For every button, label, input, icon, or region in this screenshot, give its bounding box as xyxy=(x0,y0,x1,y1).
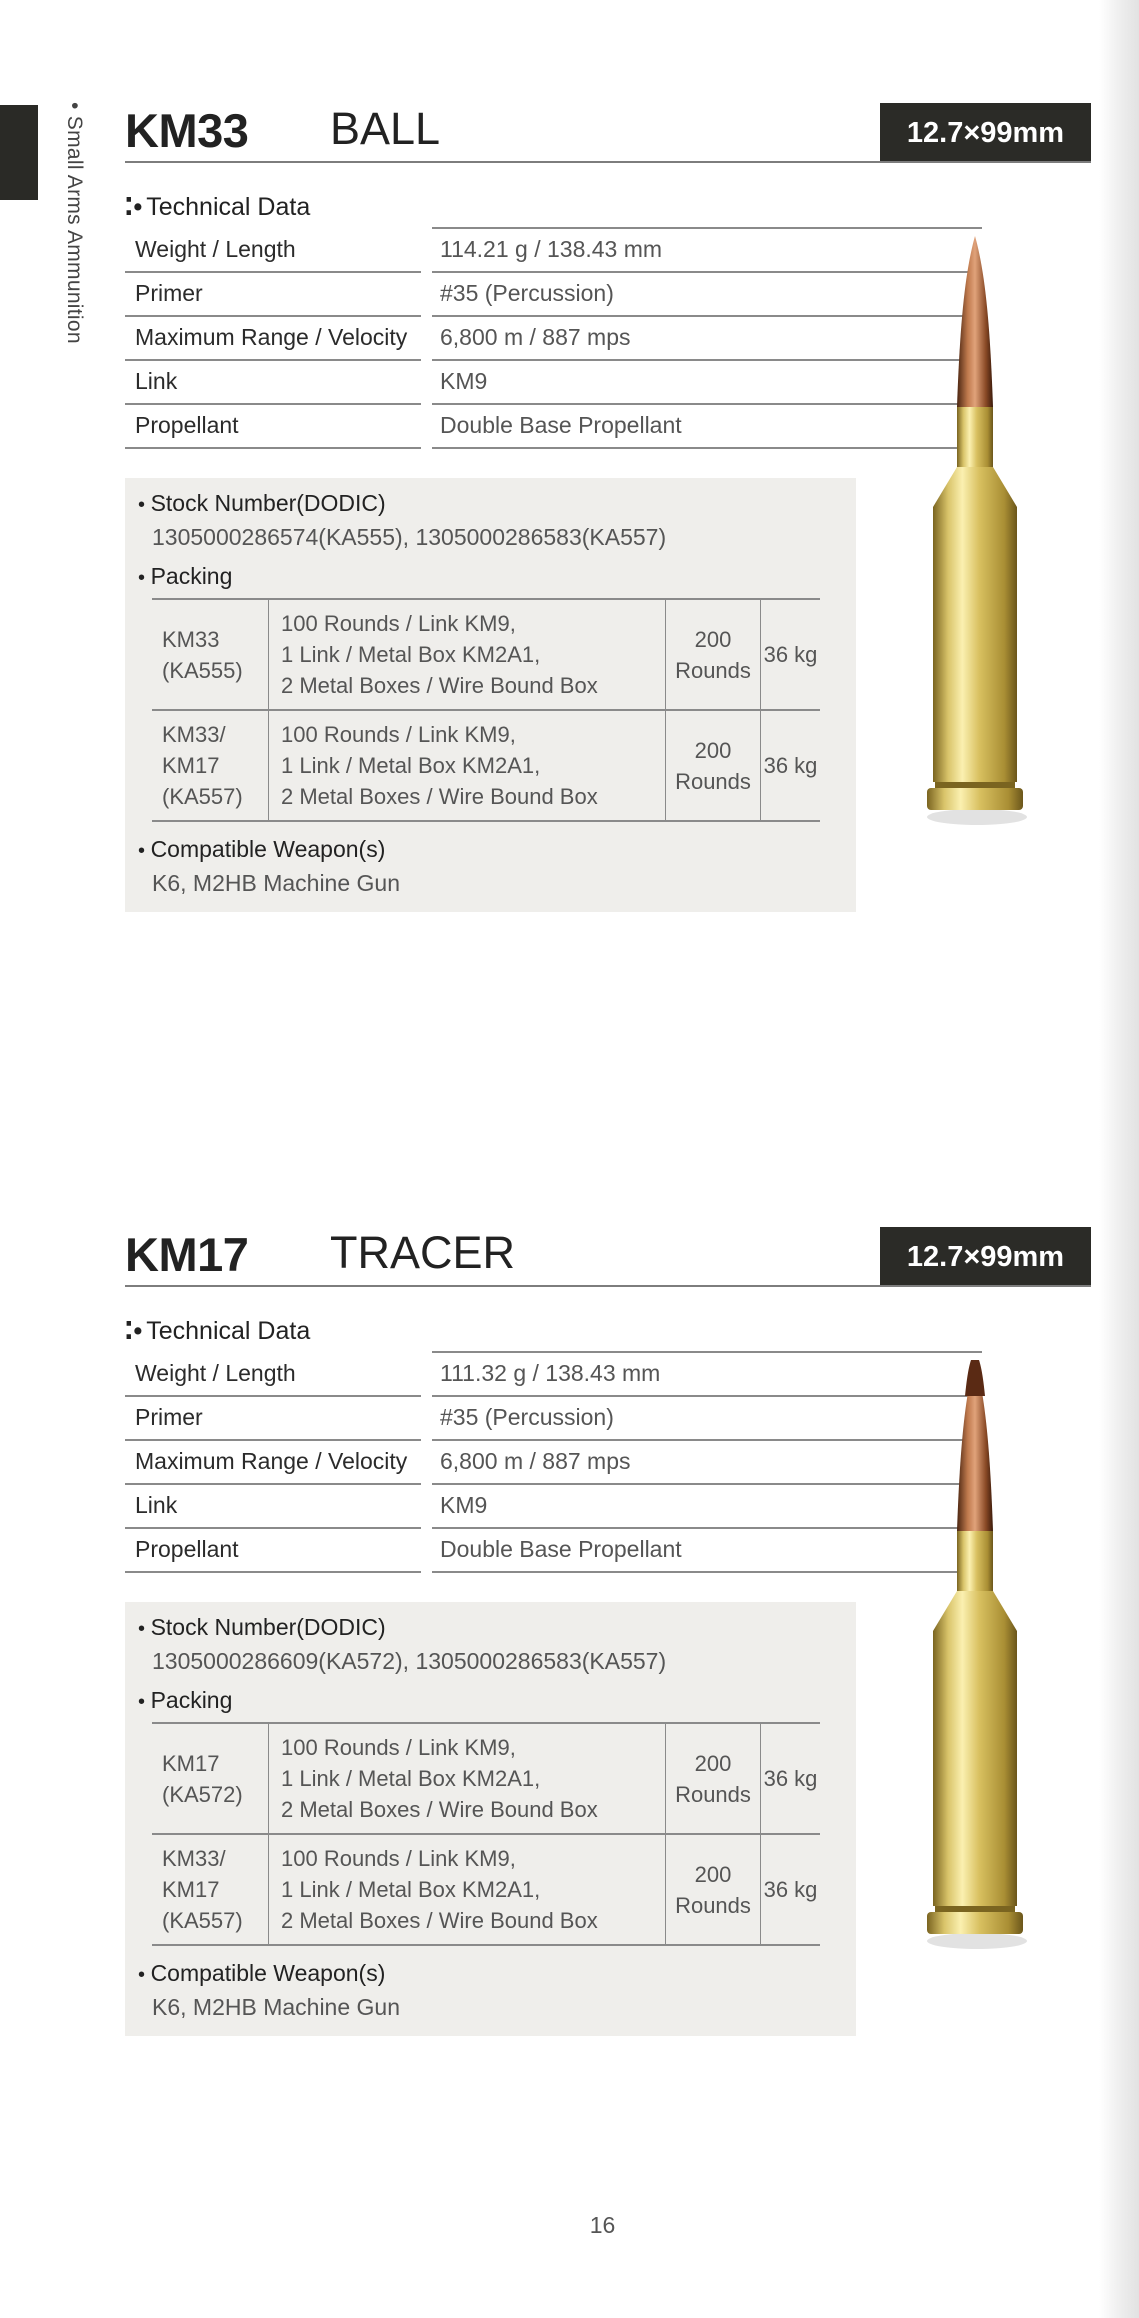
stock-number-title: • Stock Number(DODIC) xyxy=(138,490,386,517)
product-model: KM17 xyxy=(125,1228,249,1281)
packing-id-cell: KM33/ KM17 (KA557) xyxy=(152,1834,269,1945)
tech-label: Link xyxy=(135,368,178,394)
packing-desc-cell: 100 Rounds / Link KM9, 1 Link / Metal Box KM2A1, 2 Metal Boxes / Wire Bound Box xyxy=(269,710,666,821)
tech-label: Maximum Range / Velocity xyxy=(135,1448,408,1474)
title-rule xyxy=(125,1285,1091,1287)
packing-qty-cell: 200 Rounds xyxy=(666,1723,761,1834)
packing-weight-cell: 36 kg xyxy=(761,710,821,821)
product-type: BALL xyxy=(330,103,441,154)
tech-value: 114.21 g / 138.43 mm xyxy=(440,236,663,262)
compatible-weapons-value: K6, M2HB Machine Gun xyxy=(152,870,401,896)
stock-number-title: • Stock Number(DODIC) xyxy=(138,1614,386,1641)
packing-id-cell: KM33 (KA555) xyxy=(152,599,269,710)
tech-label: Primer xyxy=(135,280,203,306)
product-type: TRACER xyxy=(330,1227,516,1278)
packing-title: • Packing xyxy=(138,1687,232,1714)
packing-id-cell: KM33/ KM17 (KA557) xyxy=(152,710,269,821)
tech-label: Propellant xyxy=(135,1536,239,1562)
packing-qty-cell: 200 Rounds xyxy=(666,599,761,710)
packing-weight-cell: 36 kg xyxy=(761,599,821,710)
tech-label: Weight / Length xyxy=(135,236,296,262)
title-rule xyxy=(125,161,1091,163)
tech-value: Double Base Propellant xyxy=(440,412,682,438)
packing-desc-cell: 100 Rounds / Link KM9, 1 Link / Metal Box KM2A1, 2 Metal Boxes / Wire Bound Box xyxy=(269,1723,666,1834)
tech-label: Maximum Range / Velocity xyxy=(135,324,408,350)
tech-label: Primer xyxy=(135,1404,203,1430)
table-row xyxy=(152,1723,820,1834)
packing-desc-cell: 100 Rounds / Link KM9, 1 Link / Metal Box KM2A1, 2 Metal Boxes / Wire Bound Box xyxy=(269,599,666,710)
page-number: 16 xyxy=(589,2212,616,2238)
caliber-badge: 12.7×99mm xyxy=(880,1227,1091,1287)
caliber-badge: 12.7×99mm xyxy=(880,103,1091,163)
compatible-weapons-title: • Compatible Weapon(s) xyxy=(138,1960,385,1987)
tech-value: #35 (Percussion) xyxy=(440,1404,614,1430)
packing-id-cell: KM17 (KA572) xyxy=(152,1723,269,1834)
side-section-label: • Small Arms Ammunition xyxy=(63,102,86,344)
cartridge-image xyxy=(905,1356,1045,1966)
table-row xyxy=(152,710,820,821)
technical-data-heading: ⁚• Technical Data xyxy=(124,1317,311,1345)
product-section-km33 xyxy=(0,0,1139,950)
packing-qty-cell: 200 Rounds xyxy=(666,710,761,821)
bullet-dots-icon: ⁚• xyxy=(124,1317,143,1345)
tech-value: Double Base Propellant xyxy=(440,1536,682,1562)
packing-table xyxy=(152,598,820,822)
stock-number-value: 1305000286609(KA572), 1305000286583(KA557) xyxy=(152,1648,667,1674)
compatible-weapons-title: • Compatible Weapon(s) xyxy=(138,836,385,863)
tech-value: KM9 xyxy=(440,1492,488,1518)
stock-number-value: 1305000286574(KA555), 1305000286583(KA557) xyxy=(152,524,667,550)
compatible-weapons-value: K6, M2HB Machine Gun xyxy=(152,1994,401,2020)
table-row xyxy=(152,599,820,710)
tech-label: Weight / Length xyxy=(135,1360,296,1386)
packing-title: • Packing xyxy=(138,563,232,590)
packing-table xyxy=(152,1722,820,1946)
tech-label: Propellant xyxy=(135,412,239,438)
packing-desc-cell: 100 Rounds / Link KM9, 1 Link / Metal Box KM2A1, 2 Metal Boxes / Wire Bound Box xyxy=(269,1834,666,1945)
tech-label: Link xyxy=(135,1492,178,1518)
tech-value: KM9 xyxy=(440,368,488,394)
packing-qty-cell: 200 Rounds xyxy=(666,1834,761,1945)
packing-weight-cell: 36 kg xyxy=(761,1834,821,1945)
bullet-dots-icon: ⁚• xyxy=(124,193,143,221)
tech-value: 111.32 g / 138.43 mm xyxy=(440,1360,661,1386)
tech-value: #35 (Percussion) xyxy=(440,280,614,306)
product-model: KM33 xyxy=(125,104,249,157)
table-row xyxy=(152,1834,820,1945)
tech-value: 6,800 m / 887 mps xyxy=(440,1448,631,1474)
tech-value: 6,800 m / 887 mps xyxy=(440,324,631,350)
packing-weight-cell: 36 kg xyxy=(761,1723,821,1834)
product-section-km17 xyxy=(0,1124,1139,2074)
cartridge-image xyxy=(905,232,1045,842)
technical-data-heading: ⁚• Technical Data xyxy=(124,193,311,221)
